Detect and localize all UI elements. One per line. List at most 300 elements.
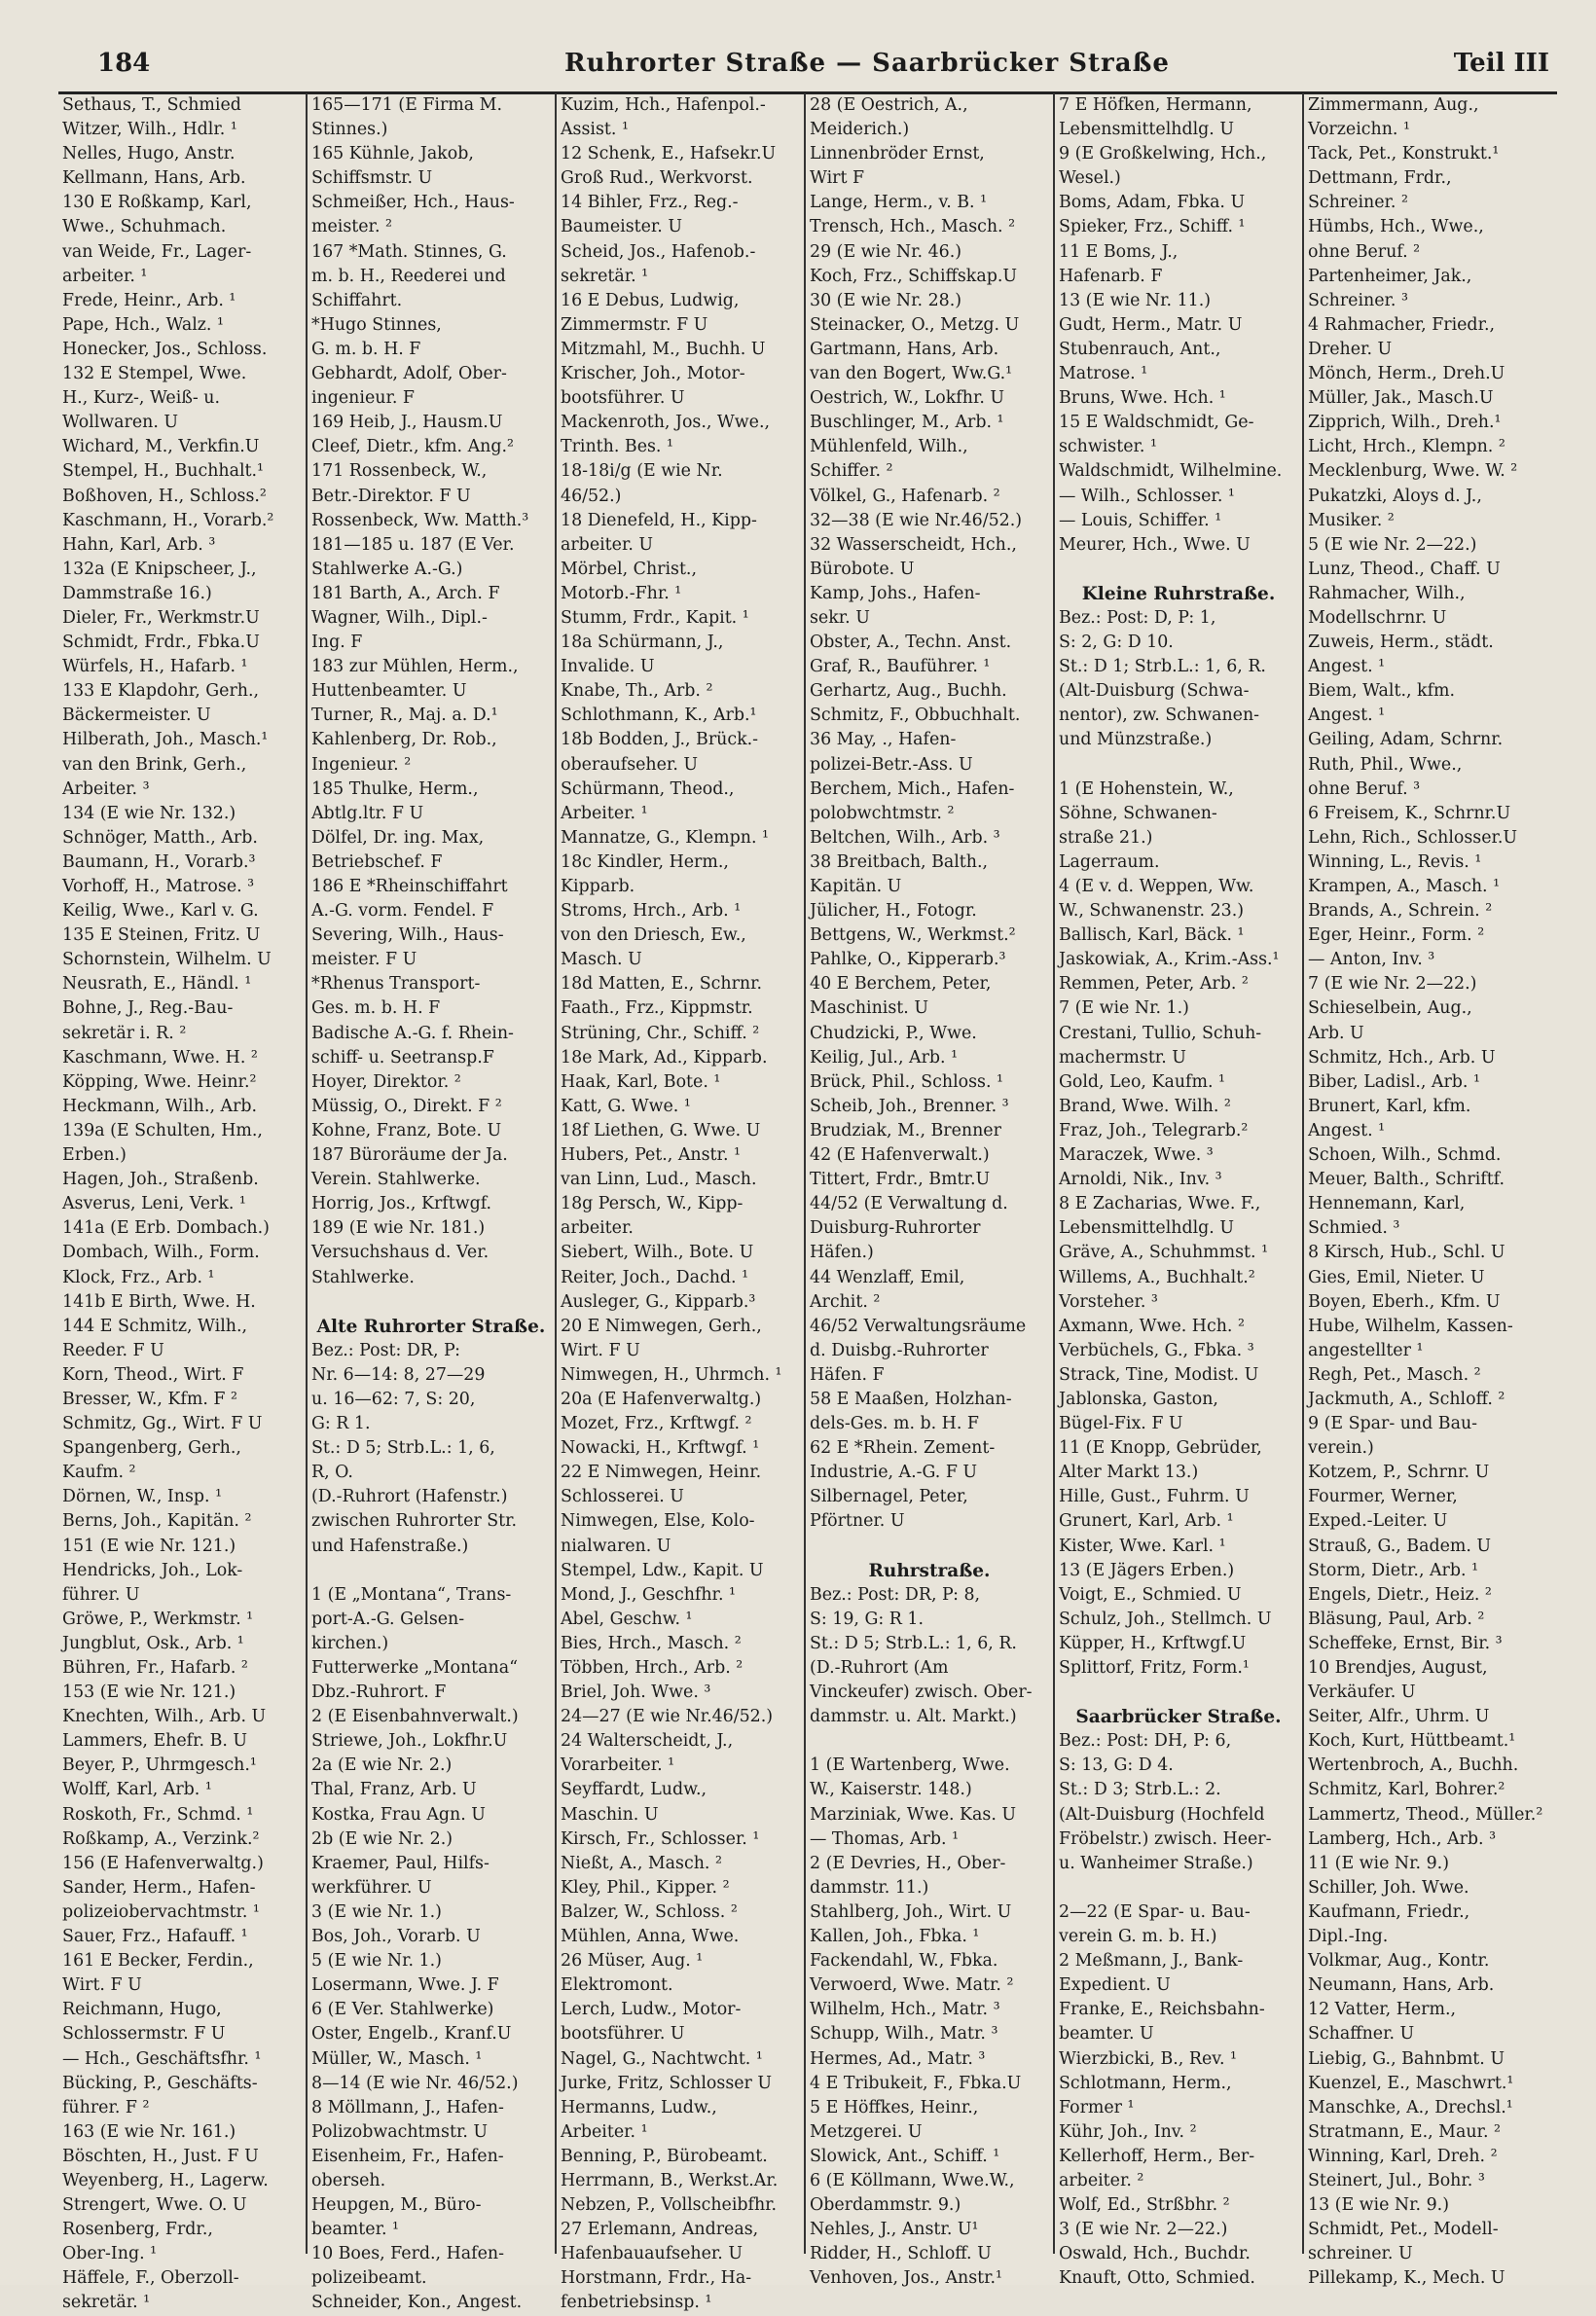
directory-entry-line: beamter. ¹ <box>311 2220 399 2240</box>
directory-entry-line: Nebzen, P., Vollscheibfhr. <box>561 2195 778 2216</box>
directory-entry-line: ingenieur. F <box>311 388 415 409</box>
column-1 <box>58 93 308 2313</box>
directory-entry-line: Neusrath, E., Händl. ¹ <box>62 974 252 995</box>
directory-entry-line: Hermanns, Ludw., <box>561 2097 717 2117</box>
directory-entry-line: polizeibeamt. <box>311 2268 427 2289</box>
directory-entry-line: Zuweis, Herm., städt. <box>1308 633 1494 653</box>
directory-entry-line: (Alt-Duisburg (Hochfeld <box>1059 1804 1265 1825</box>
directory-entry-line: Stroms, Hrch., Arb. ¹ <box>561 901 742 922</box>
directory-entry-line: Manschke, A., Drechsl.¹ <box>1308 2097 1513 2117</box>
directory-entry-line: Wierzbicki, B., Rev. ¹ <box>1059 2048 1238 2069</box>
directory-entry-line: Hennemann, Karl, <box>1308 1194 1466 1214</box>
directory-entry-line: Badische A.-G. f. Rhein- <box>311 1023 514 1043</box>
directory-entry-line: Venhoven, Jos., Anstr.¹ <box>810 2268 1003 2289</box>
directory-entry-line: angestellter ¹ <box>1308 1340 1424 1360</box>
directory-entry-line: Kapitän. U <box>810 877 902 896</box>
directory-entry-line: Kley, Phil., Kipper. ² <box>561 1877 730 1898</box>
directory-entry-line: 30 (E wie Nr. 28.) <box>810 290 962 310</box>
directory-entry-line: Vinckeufer) zwisch. Ober- <box>810 1683 1033 1703</box>
directory-entry-line: Former ¹ <box>1059 2097 1135 2117</box>
directory-entry-line: Bruns, Wwe. Hch. ¹ <box>1059 388 1226 409</box>
directory-entry-line: Lebensmittelhdlg. U <box>1059 120 1235 140</box>
directory-entry-line: 141a (E Erb. Dombach.) <box>62 1218 270 1239</box>
directory-entry-line: W., Schwanenstr. 23.) <box>1059 901 1245 922</box>
directory-entry-line: Gerhartz, Aug., Buchh. <box>810 681 1007 702</box>
directory-entry-line: Splittorf, Fritz, Form.¹ <box>1059 1658 1250 1678</box>
directory-entry-line: Alter Markt 13.) <box>1059 1463 1199 1483</box>
directory-entry-line: Schaffner. U <box>1308 2024 1415 2045</box>
directory-entry-line: Fraz, Joh., Telegrarb.² <box>1059 1120 1249 1140</box>
directory-entry-line: Scheib, Joh., Brenner. ³ <box>810 1096 1009 1116</box>
directory-entry-line: Mannatze, G., Klempn. ¹ <box>561 827 769 848</box>
directory-entry-line: Böschten, H., Just. F U <box>62 2146 259 2166</box>
directory-entry-line: Brück, Phil., Schloss. ¹ <box>810 1071 1003 1092</box>
directory-entry-line: 18-18i/g (E wie Nr. <box>561 461 723 482</box>
directory-entry-line: 6 Freisem, K., Schrnr.U <box>1308 803 1511 823</box>
directory-entry-line: Modellschrnr. U <box>1308 607 1447 628</box>
directory-entry-line: 2a (E wie Nr. 2.) <box>311 1755 453 1776</box>
directory-entry-line: 24—27 (E wie Nr.46/52.) <box>561 1707 774 1727</box>
directory-entry-line: Boms, Adam, Fbka. U <box>1059 193 1246 213</box>
directory-entry-line: Partenheimer, Jak., <box>1308 266 1472 286</box>
directory-entry-line: Licht, Hrch., Klempn. ² <box>1308 437 1505 457</box>
directory-entry-line: Strüning, Chr., Schiff. ² <box>561 1023 760 1043</box>
directory-entry-line: Arbeiter. ¹ <box>561 2121 648 2142</box>
directory-entry-line: Zimmermann, Aug., <box>1308 95 1479 115</box>
directory-entry-line: 187 Büroräume der Ja. <box>311 1145 508 1166</box>
directory-entry-line: Spangenberg, Gerh., <box>62 1438 241 1459</box>
directory-entry-line: Beyer, P., Uhrmgesch.¹ <box>62 1755 257 1776</box>
directory-entry-line: 15 E Waldschmidt, Ge- <box>1059 413 1254 433</box>
directory-entry-line: Haak, Karl, Bote. ¹ <box>561 1071 721 1092</box>
directory-entry-line: oberaufseher. U <box>561 754 699 775</box>
directory-entry-line: 185 Thulke, Herm., <box>311 778 479 799</box>
directory-entry-line: Verein. Stahlwerke. <box>311 1170 481 1190</box>
directory-entry-line: 2 Meßmann, J., Bank- <box>1059 1951 1244 1972</box>
directory-entry-line: 165 Kühnle, Jakob, <box>311 144 474 164</box>
directory-entry-line: 1 (E Wartenberg, Wwe. <box>810 1755 1010 1776</box>
directory-entry-line: sekretär. ¹ <box>561 266 649 286</box>
directory-entry-line: Mörbel, Christ., <box>561 559 697 579</box>
directory-entry-line: 18e Mark, Ad., Kipparb. <box>561 1047 768 1068</box>
directory-entry-line: Rossenbeck, Ww. Matth.³ <box>311 510 529 530</box>
directory-entry-line: Schornstein, Wilhelm. U <box>62 950 272 970</box>
directory-entry-line: d. Duisbg.-Ruhrorter <box>810 1340 989 1360</box>
directory-entry-line: schreiner. U <box>1308 2244 1413 2264</box>
directory-entry-line: Horrig, Jos., Krftwgf. <box>311 1194 492 1214</box>
directory-entry-line: Archit. ² <box>810 1291 881 1312</box>
directory-entry-line: 132a (E Knipscheer, J., <box>62 559 257 579</box>
directory-entry-line: Benning, P., Bürobeamt. <box>561 2146 768 2166</box>
directory-entry-line: Schiffahrt. <box>311 290 403 310</box>
directory-entry-line: Angest. ¹ <box>1308 657 1386 677</box>
directory-entry-line: Wolff, Karl, Arb. ¹ <box>62 1780 212 1800</box>
directory-entry-line: Dörnen, W., Insp. ¹ <box>62 1487 223 1507</box>
directory-entry-line: Bez.: Post: DH, P: 6, <box>1059 1731 1232 1752</box>
directory-entry-line: Meurer, Hch., Wwe. U <box>1059 534 1251 555</box>
directory-entry-line: straße 21.) <box>1059 827 1153 848</box>
directory-entry-line: meister. ² <box>311 217 392 237</box>
directory-entry-line: 141b E Birth, Wwe. H. <box>62 1291 256 1312</box>
directory-entry-line: 18a Schürmann, J., <box>561 633 724 653</box>
directory-entry-line: Steinert, Jul., Bohr. ³ <box>1308 2170 1485 2190</box>
directory-entry-line: Hahn, Karl, Arb. ³ <box>62 534 216 555</box>
directory-entry-line: Brudziak, M., Brenner <box>810 1120 1001 1140</box>
directory-entry-line: Severing, Wilh., Haus- <box>311 925 504 946</box>
directory-entry-line: W., Kaiserstr. 148.) <box>810 1780 972 1800</box>
column-5 <box>1055 93 1304 2289</box>
directory-entry-line: Stratmann, E., Maur. ² <box>1308 2121 1501 2142</box>
directory-entry-line: Angest. ¹ <box>1308 706 1386 726</box>
directory-entry-line: 3 (E wie Nr. 1.) <box>311 1901 442 1922</box>
directory-entry-line: Berchem, Mich., Hafen- <box>810 778 1015 799</box>
directory-entry-line: 139a (E Schulten, Hm., <box>62 1120 263 1140</box>
directory-entry-line: Pape, Hch., Walz. ¹ <box>62 314 224 335</box>
directory-entry-line: 46/52.) <box>561 486 622 506</box>
directory-entry-line: Kellerhoff, Herm., Ber- <box>1059 2146 1255 2166</box>
directory-entry-line: Nelles, Hugo, Anstr. <box>62 144 236 164</box>
directory-entry-line: Koch, Kurt, Hüttbeamt.¹ <box>1308 1731 1516 1752</box>
directory-entry-line: Pukatzki, Aloys d. J., <box>1308 486 1482 506</box>
directory-entry-line: 6 (E Köllmann, Wwe.W., <box>810 2170 1015 2190</box>
directory-entry-line: Invalide. U <box>561 657 655 677</box>
directory-entry-line: Rahmacher, Wilh., <box>1308 583 1466 603</box>
directory-entry-line: Dettmann, Frdr., <box>1308 168 1452 189</box>
directory-entry-line: Grunert, Karl, Arb. ¹ <box>1059 1511 1234 1532</box>
directory-entry-line: Jablonska, Gaston, <box>1059 1389 1218 1409</box>
directory-entry-line: 130 E Roßkamp, Karl, <box>62 193 252 213</box>
directory-entry-line: dammstr. u. Alt. Markt.) <box>810 1707 1017 1727</box>
directory-entry-line: sekretär. ¹ <box>62 2293 151 2313</box>
directory-entry-line: Schmidt, Frdr., Fbka.U <box>62 633 260 653</box>
directory-entry-line: Hermes, Ad., Matr. ³ <box>810 2048 986 2069</box>
directory-entry-line: arbeiter. ² <box>1059 2170 1144 2190</box>
directory-entry-line: Tack, Pet., Konstrukt.¹ <box>1308 144 1500 164</box>
directory-entry-line: Seyffardt, Ludw., <box>561 1780 707 1800</box>
directory-entry-line: Verwoerd, Wwe. Matr. ² <box>810 1975 1014 1996</box>
directory-entry-line: S: 2, G: D 10. <box>1059 633 1174 653</box>
directory-entry-line: polizeiobervachtmstr. ¹ <box>62 1901 260 1922</box>
directory-entry-line: 62 E *Rhein. Zement- <box>810 1438 996 1459</box>
directory-entry-line: Schmitz, F., Obbuchhalt. <box>810 706 1021 726</box>
directory-entry-line: 38 Breitbach, Balth., <box>810 851 989 872</box>
directory-entry-line: 1 (E „Montana“, Trans- <box>311 1584 512 1605</box>
directory-entry-line: 22 E Nimwegen, Heinr. <box>561 1463 762 1483</box>
directory-entry-line: Kaufm. ² <box>62 1463 136 1483</box>
directory-entry-line: 2—22 (E Spar- u. Bau- <box>1059 1901 1251 1922</box>
directory-entry-line: Expedient. U <box>1059 1975 1171 1996</box>
directory-entry-line: Schoen, Wilh., Schmd. <box>1308 1145 1502 1166</box>
directory-entry-line: Wesel.) <box>1059 168 1121 189</box>
directory-entry-line: dels-Ges. m. b. H. F <box>810 1414 979 1434</box>
directory-entry-line: Reeder. F U <box>62 1340 164 1360</box>
directory-entry-line: Maraczek, Wwe. ³ <box>1059 1145 1214 1166</box>
directory-entry-line: u. 16—62: 7, S: 20, <box>311 1389 476 1409</box>
directory-entry-line: Heckmann, Wilh., Arb. <box>62 1096 258 1116</box>
directory-entry-line: Klock, Frz., Arb. ¹ <box>62 1267 215 1287</box>
directory-columns <box>58 93 1557 2313</box>
directory-entry-line: Elektromont. <box>561 1975 673 1996</box>
directory-entry-line: — Louis, Schiffer. ¹ <box>1059 510 1222 530</box>
directory-entry-line: Heupgen, M., Büro- <box>311 2195 482 2216</box>
directory-entry-line: Hoyer, Direktor. ² <box>311 1071 461 1092</box>
directory-entry-line <box>810 1535 1049 1559</box>
directory-entry-line: führer. F ² <box>62 2097 150 2117</box>
directory-entry-line: 10 Brendjes, August, <box>1308 1658 1488 1678</box>
directory-entry-line: Bücking, P., Geschäfts- <box>62 2073 258 2093</box>
directory-entry-line: verein.) <box>1308 1438 1374 1459</box>
directory-entry-line: 3 (E wie Nr. 2—22.) <box>1059 2220 1228 2240</box>
directory-entry-line: 135 E Steinen, Fritz. U <box>62 925 261 946</box>
directory-entry-line: — Thomas, Arb. ¹ <box>810 1828 960 1849</box>
directory-entry-line: Hilberath, Joh., Masch.¹ <box>62 730 269 750</box>
directory-entry-line: 4 Rahmacher, Friedr., <box>1308 314 1496 335</box>
directory-entry-line: 24 Walterscheidt, J., <box>561 1731 734 1752</box>
directory-entry-line: — Anton, Inv. ³ <box>1308 950 1435 970</box>
directory-entry-line: 58 E Maaßen, Holzhan- <box>810 1389 1012 1409</box>
directory-entry-line: 20 E Nimwegen, Gerh., <box>561 1316 762 1336</box>
directory-entry-line: Polizobwachtmstr. U <box>311 2121 489 2142</box>
directory-entry-line: Verkäufer. U <box>1308 1683 1416 1703</box>
directory-entry-line: Slowick, Ant., Schiff. ¹ <box>810 2146 1000 2166</box>
directory-entry-line: 44 Wenzlaff, Emil, <box>810 1267 965 1287</box>
directory-entry-line: (D.-Ruhrort (Hafenstr.) <box>311 1487 508 1507</box>
directory-entry-line: 36 May, ., Hafen- <box>810 730 957 750</box>
directory-entry-line: bootsführer. U <box>561 388 685 409</box>
directory-entry-line: Kahlenberg, Dr. Rob., <box>311 730 497 750</box>
directory-entry-line: Häfen.) <box>810 1243 874 1263</box>
directory-entry-line: Gebhardt, Adolf, Ober- <box>311 364 507 384</box>
directory-entry-line: Kamp, Johs., Hafen- <box>810 583 981 603</box>
directory-entry-line: Ges. m. b. H. F <box>311 998 441 1019</box>
directory-entry-line: Keilig, Jul., Arb. ¹ <box>810 1047 959 1068</box>
directory-entry-line: arbeiter. ¹ <box>62 266 148 286</box>
directory-entry-line: Biber, Ladisl., Arb. ¹ <box>1308 1071 1480 1092</box>
directory-entry-line: Siebert, Wilh., Bote. U <box>561 1243 754 1263</box>
directory-entry-line: *Rhenus Transport- <box>311 974 481 995</box>
directory-entry-line: machermstr. U <box>1059 1047 1186 1068</box>
directory-entry-line: Neumann, Hans, Arb. <box>1308 1975 1495 1996</box>
directory-entry-line: Köpping, Wwe. Heinr.² <box>62 1071 257 1092</box>
directory-entry-line: 8 Kirsch, Hub., Schl. U <box>1308 1243 1505 1263</box>
directory-entry-line: Kühr, Joh., Inv. ² <box>1059 2121 1197 2142</box>
directory-entry-line: Zimmermstr. F U <box>561 314 708 335</box>
directory-entry-line: Futterwerke „Montana“ <box>311 1658 518 1678</box>
directory-entry-line: Strengert, Wwe. O. U <box>62 2195 247 2216</box>
directory-entry-line: (Alt-Duisburg (Schwa- <box>1059 681 1250 702</box>
directory-entry-line: Assist. ¹ <box>561 120 629 140</box>
directory-entry-line: Bühren, Fr., Hafarb. ² <box>62 1658 248 1678</box>
directory-entry-line: Geiling, Adam, Schrnr. <box>1308 730 1504 750</box>
directory-entry-line: verein G. m. b. H.) <box>1059 1927 1217 1947</box>
directory-entry-line: 8 E Zacharias, Wwe. F., <box>1059 1194 1261 1214</box>
directory-entry-line: 16 E Debus, Ludwig, <box>561 290 740 310</box>
directory-entry-line: und Münzstraße.) <box>1059 730 1213 750</box>
running-title: Ruhrorter Straße — Saarbrücker Straße <box>564 49 1170 78</box>
directory-entry-line: 28 (E Oestrich, A., <box>810 95 968 115</box>
directory-entry-line: Vorzeichn. ¹ <box>1308 120 1410 140</box>
directory-entry-line <box>1059 1681 1298 1705</box>
directory-entry-line: port-A.-G. Gelsen- <box>311 1609 465 1629</box>
directory-entry-line: Duisburg-Ruhrorter <box>810 1218 981 1239</box>
directory-entry-line: Frede, Heinr., Arb. ¹ <box>62 290 236 310</box>
directory-entry-line: ohne Beruf. ³ <box>1308 778 1421 799</box>
directory-entry-line: Briel, Joh. Wwe. ³ <box>561 1683 711 1703</box>
directory-entry-line: Gold, Leo, Kaufm. ¹ <box>1059 1071 1225 1092</box>
directory-entry-line: Jurke, Fritz, Schlosser U <box>561 2073 773 2093</box>
directory-entry-line: 18c Kindler, Herm., <box>561 851 729 872</box>
directory-entry-line: Stinnes.) <box>311 120 388 140</box>
directory-entry-line: Keilig, Wwe., Karl v. G. <box>62 901 259 922</box>
directory-entry-line: Bohne, J., Reg.-Bau- <box>62 998 234 1019</box>
directory-entry-line: Völkel, G., Hafenarb. ² <box>810 486 1000 506</box>
directory-entry-line: Vorsteher. ³ <box>1059 1291 1158 1312</box>
directory-entry-line: 12 Schenk, E., Hafsekr.U <box>561 144 777 164</box>
directory-entry-line: Erben.) <box>62 1145 127 1166</box>
directory-entry-line <box>810 1729 1049 1754</box>
directory-entry-line: führer. U <box>62 1584 140 1605</box>
directory-entry-line: Abel, Geschw. ¹ <box>561 1609 693 1629</box>
directory-entry-line: Bos, Joh., Vorarb. U <box>311 1927 481 1947</box>
directory-entry-line: Arbeiter. ³ <box>62 778 150 799</box>
directory-entry-line: Matrose. ¹ <box>1059 364 1148 384</box>
directory-entry-line: Crestani, Tullio, Schuh- <box>1059 1023 1262 1043</box>
directory-entry-line: Turner, R., Maj. a. D.¹ <box>311 706 498 726</box>
directory-entry-line: 8 Möllmann, J., Hafen- <box>311 2097 504 2117</box>
directory-entry-line: Knauft, Otto, Schmied. <box>1059 2268 1255 2289</box>
part-label: Teil III <box>1453 49 1549 78</box>
directory-entry-line: Engels, Dietr., Heiz. ² <box>1308 1584 1492 1605</box>
directory-entry-line: sekretär i. R. ² <box>62 1023 187 1043</box>
directory-entry-line: Dreher. U <box>1308 339 1393 359</box>
directory-entry-line: Graf, R., Bauführer. ¹ <box>810 657 991 677</box>
directory-entry-line: Hagen, Joh., Straßenb. <box>62 1170 259 1190</box>
directory-entry-line: Winning, L., Revis. ¹ <box>1308 851 1482 872</box>
directory-entry-line: ohne Beruf. ² <box>1308 241 1421 262</box>
directory-entry-line: Mühlen, Anna, Wwe. <box>561 1927 740 1947</box>
directory-entry-line: Kuzim, Hch., Hafenpol.- <box>561 95 766 115</box>
directory-entry-line: Oberdammstr. 9.) <box>810 2195 961 2216</box>
directory-entry-line: Biem, Walt., kfm. <box>1308 681 1456 702</box>
directory-entry-line: Kuenzel, E., Maschwrt.¹ <box>1308 2073 1514 2093</box>
directory-entry-line: Seiter, Alfr., Uhrm. U <box>1308 1707 1490 1727</box>
directory-entry-line: Scheid, Jos., Hafenob.- <box>561 241 756 262</box>
directory-entry-line: Industrie, A.-G. F U <box>810 1463 978 1483</box>
directory-entry-line: Wolf, Ed., Strßbhr. ² <box>1059 2195 1230 2216</box>
directory-entry-line: Scheffeke, Ernst, Bir. ³ <box>1308 1633 1503 1653</box>
directory-entry-line: 27 Erlemann, Andreas, <box>561 2220 759 2240</box>
directory-entry-line: 29 (E wie Nr. 46.) <box>810 241 962 262</box>
directory-entry-line: arbeiter. <box>561 1218 634 1239</box>
directory-entry-line: Masch. U <box>561 950 642 970</box>
page-header <box>58 41 1557 94</box>
directory-entry-line: Bäckermeister. U <box>62 706 211 726</box>
column-2 <box>308 93 557 2313</box>
directory-entry-line: Brunert, Karl, kfm. <box>1308 1096 1471 1116</box>
directory-entry-line: St.: D 5; Strb.L.: 1, 6, R. <box>810 1633 1017 1653</box>
directory-entry-line: Nießt, A., Masch. ² <box>561 1853 722 1873</box>
directory-entry-line: Nowacki, H., Krftwgf. ¹ <box>561 1438 760 1459</box>
directory-entry-line: 181—185 u. 187 (E Ver. <box>311 534 515 555</box>
directory-entry-line: 13 (E wie Nr. 9.) <box>1308 2195 1449 2216</box>
directory-entry-line: S: 13, G: D 4. <box>1059 1755 1174 1776</box>
directory-entry-line: Herrmann, B., Werkst.Ar. <box>561 2170 779 2190</box>
directory-entry-line: Bez.: Post: D, P: 1, <box>1059 607 1216 628</box>
directory-entry-line: 181 Barth, A., Arch. F <box>311 583 500 603</box>
directory-entry-line: Wirt F <box>810 168 865 189</box>
directory-entry-line: — Wilh., Schlosser. ¹ <box>1059 486 1235 506</box>
directory-entry-line: Müssig, O., Direkt. F ² <box>311 1096 502 1116</box>
directory-entry-line: 18f Liethen, G. Wwe. U <box>561 1120 761 1140</box>
directory-entry-line: Schieselbein, Aug., <box>1308 998 1472 1019</box>
directory-entry-line: Hümbs, Hch., Wwe., <box>1308 217 1484 237</box>
directory-entry-line: R, O. <box>311 1463 353 1483</box>
directory-entry-line: Oster, Engelb., Kranf.U <box>311 2024 512 2045</box>
directory-entry-line: 32—38 (E wie Nr.46/52.) <box>810 510 1023 530</box>
directory-entry-line: Hafenbauaufseher. U <box>561 2244 743 2264</box>
directory-entry-line: Knechten, Wilh., Arb. U <box>62 1707 267 1727</box>
directory-entry-line: Arbeiter. ¹ <box>561 803 648 823</box>
directory-entry-line: Schlothmann, K., Arb.¹ <box>561 706 757 726</box>
directory-entry-line: van den Brink, Gerh., <box>62 754 247 775</box>
directory-entry-line <box>1059 753 1298 778</box>
directory-entry-line: 189 (E wie Nr. 181.) <box>311 1218 486 1239</box>
directory-entry-line: Reichmann, Hugo, <box>62 2000 222 2020</box>
directory-entry-line: Schürmann, Theod., <box>561 778 735 799</box>
directory-entry-line: Nimwegen, H., Uhrmch. ¹ <box>561 1364 782 1385</box>
directory-entry-line: Kister, Wwe. Karl. ¹ <box>1059 1536 1226 1556</box>
directory-entry-line: Többen, Hrch., Arb. ² <box>561 1658 744 1678</box>
directory-entry-line: Roskoth, Fr., Schmd. ¹ <box>62 1804 254 1825</box>
directory-entry-line: Schlossermstr. F U <box>62 2024 226 2045</box>
directory-entry-line: bootsführer. U <box>561 2024 685 2045</box>
directory-entry-line: (D.-Ruhrort (Am <box>810 1658 949 1678</box>
directory-entry-line: 133 E Klapdohr, Gerh., <box>62 681 260 702</box>
directory-entry-line: Trensch, Hch., Masch. ² <box>810 217 1016 237</box>
directory-entry-line: 11 (E wie Nr. 9.) <box>1308 1853 1449 1873</box>
directory-entry-line <box>1059 558 1298 582</box>
column-3 <box>557 93 806 2313</box>
directory-entry-line: Strack, Tine, Modist. U <box>1059 1364 1259 1385</box>
directory-entry-line: Zipprich, Wilh., Dreh.¹ <box>1308 413 1502 433</box>
directory-entry-line: dammstr. 11.) <box>810 1877 929 1898</box>
directory-entry-line: 7 (E wie Nr. 2—22.) <box>1308 974 1477 995</box>
directory-entry-line: Schmitz, Karl, Bohrer.² <box>1308 1780 1505 1800</box>
directory-entry-line: Bies, Hrch., Masch. ² <box>561 1633 742 1653</box>
directory-entry-line: 7 E Höfken, Hermann, <box>1059 95 1252 115</box>
directory-entry-line: Bürobote. U <box>810 559 915 579</box>
directory-entry-line: Kellmann, Hans, Arb. <box>62 168 246 189</box>
directory-entry-line: Meuer, Balth., Schriftf. <box>1308 1170 1505 1190</box>
directory-entry-line: Korn, Theod., Wirt. F <box>62 1364 244 1385</box>
directory-entry-line: Faath., Frz., Kippmstr. <box>561 998 753 1019</box>
directory-entry-line: Baumann, H., Vorarb.³ <box>62 851 256 872</box>
directory-entry-line: Schiller, Joh. Wwe. <box>1308 1877 1469 1898</box>
directory-entry-line: Schreiner. ² <box>1308 193 1408 213</box>
directory-entry-line: Schmied. ³ <box>1308 1218 1400 1239</box>
directory-entry-line: Meiderich.) <box>810 120 910 140</box>
directory-entry-line: beamter. U <box>1059 2024 1154 2045</box>
directory-entry-line: Nr. 6—14: 8, 27—29 <box>311 1364 486 1385</box>
directory-entry-line: Kohne, Franz, Bote. U <box>311 1120 502 1140</box>
directory-entry-line: 32 Wasserscheidt, Hch., <box>810 534 1017 555</box>
directory-entry-line: Steinacker, O., Metzg. U <box>810 314 1020 335</box>
directory-entry-line: 186 E *Rheinschiffahrt <box>311 877 508 896</box>
directory-entry-line: fenbetriebsinsp. ¹ <box>561 2293 712 2313</box>
directory-entry-line: Gies, Emil, Nieter. U <box>1308 1267 1485 1287</box>
directory-entry-line: Häffele, F., Oberzoll- <box>62 2268 239 2289</box>
directory-entry-line: Schlosserei. U <box>561 1487 684 1507</box>
